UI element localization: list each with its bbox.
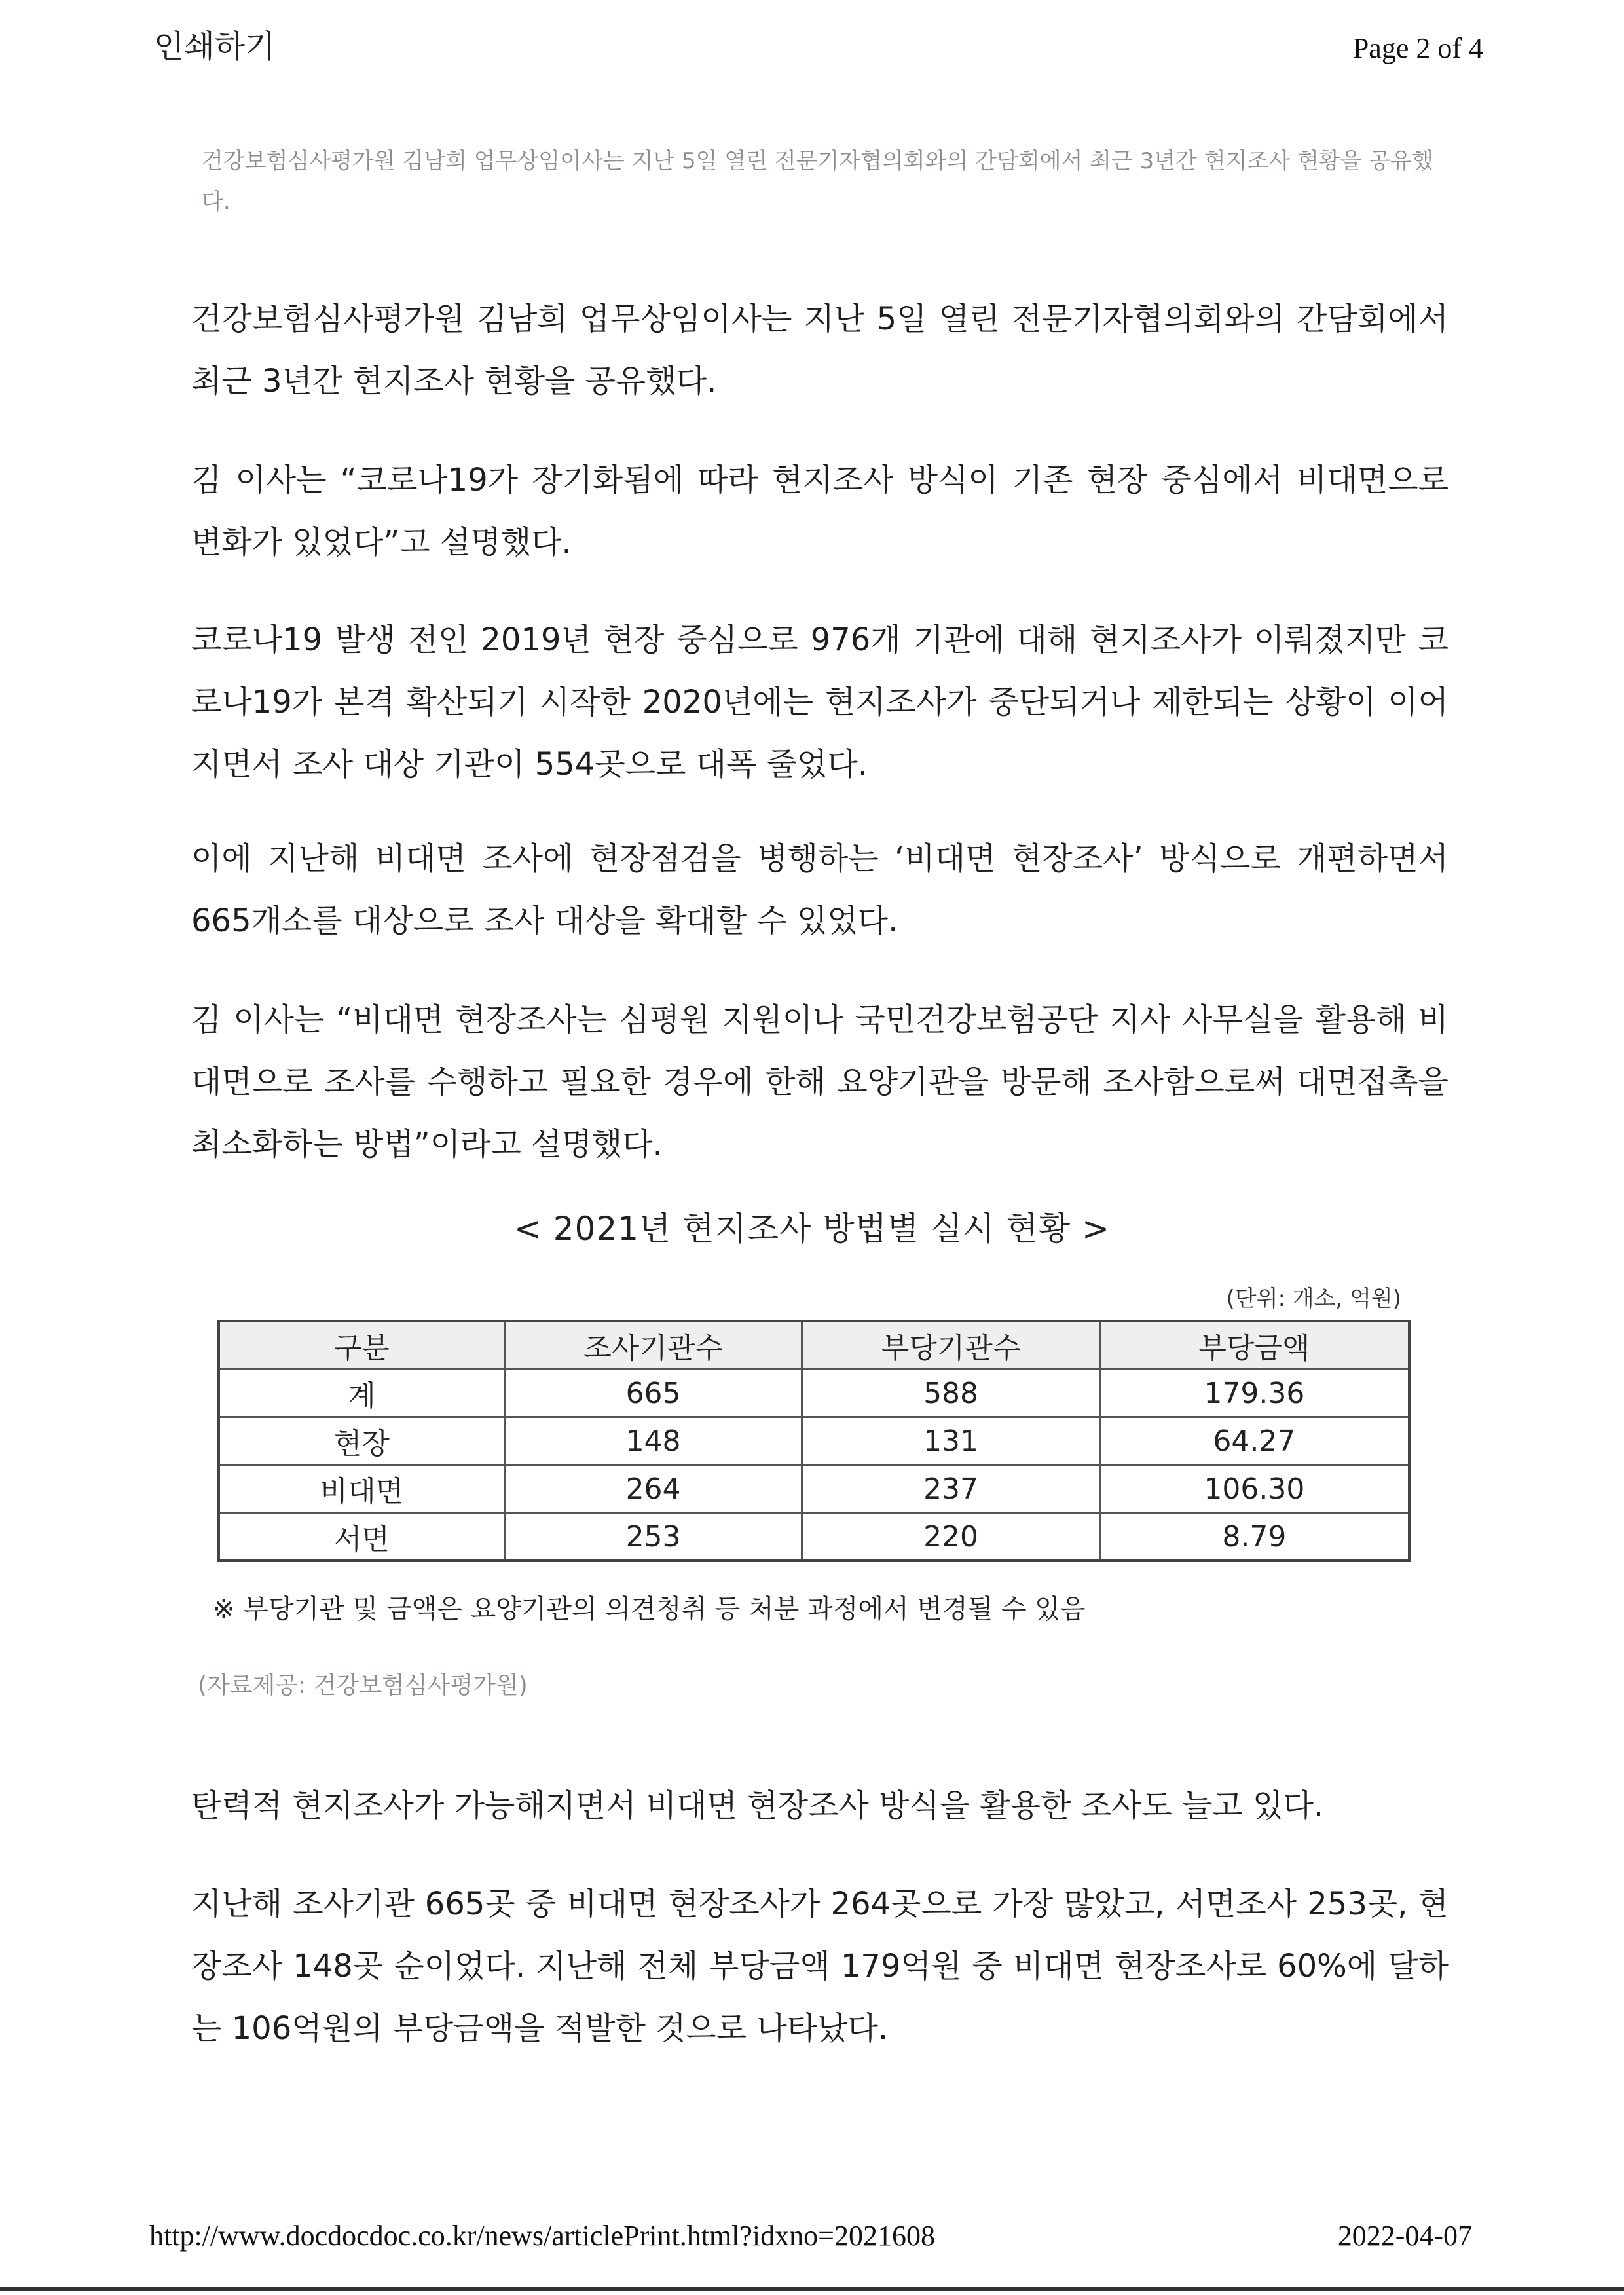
col-header: 구분: [219, 1321, 504, 1370]
paragraph-6: 탄력적 현지조사가 가능해지면서 비대면 현장조사 방식을 활용한 조사도 늘고 있다.: [191, 1787, 1324, 1824]
table-cell: 179.36: [1099, 1370, 1409, 1417]
print-link[interactable]: 인쇄하기: [154, 28, 276, 65]
table-cell: 220: [802, 1513, 1100, 1561]
table-cell: 588: [802, 1370, 1100, 1417]
table-header-row: [219, 1321, 1409, 1370]
table-cell: 64.27: [1099, 1417, 1409, 1465]
table-cell: 253: [504, 1513, 802, 1561]
col-header: 조사기관수: [504, 1321, 802, 1370]
print-date: 2022-04-07: [1337, 2220, 1472, 2252]
table-title: < 2021년 현지조사 방법별 실시 현황 >: [514, 1210, 1110, 1248]
table-cell: 계: [219, 1370, 504, 1417]
page-indicator: Page 2 of 4: [1352, 32, 1483, 64]
data-source: (자료제공: 건강보험심사평가원): [198, 1672, 528, 1699]
table-row: [219, 1417, 1409, 1465]
table-row: [219, 1370, 1409, 1417]
col-header: 부당기관수: [802, 1321, 1100, 1370]
paragraph-4: 이에 지난해 비대면 조사에 현장점검을 병행하는 ‘비대면 현장조사’ 방식으로 개편하면서 665개소를 대상으로 조사 대상을 확대할 수 있었다.: [191, 840, 1449, 939]
paragraph-1: 건강보험심사평가원 김남희 업무상임이사는 지난 5일 열린 전문기자협의회와의 간담회에서 최근 3년간 현지조사 현황을 공유했다.: [191, 301, 1449, 400]
table-cell: 237: [802, 1465, 1100, 1513]
table-cell: 131: [802, 1417, 1100, 1465]
table-cell: 264: [504, 1465, 802, 1513]
data-table: [217, 1320, 1411, 1562]
article-url[interactable]: http://www.docdocdoc.co.kr/news/articlePrint.html?idxno=2021608: [149, 2220, 935, 2252]
paragraph-5: 김 이사는 “비대면 현장조사는 심평원 지원이나 국민건강보험공단 지사 사무실을 활용해 비대면으로 조사를 수행하고 필요한 경우에 한해 요양기관을 방문해 조사함으로써 대면접촉을 최소화하는 방법”이라고 설명했다.: [191, 1001, 1449, 1163]
table-cell: 8.79: [1099, 1513, 1409, 1561]
table-cell: 106.30: [1099, 1465, 1409, 1513]
table-row: [219, 1465, 1409, 1513]
page-bottom-rule: [0, 2287, 1624, 2291]
col-header: 부당금액: [1099, 1321, 1409, 1370]
table-unit: (단위: 개소, 억원): [1226, 1286, 1401, 1312]
table-cell: 665: [504, 1370, 802, 1417]
photo-caption: 건강보험심사평가원 김남희 업무상임이사는 지난 5일 열린 전문기자협의회와의 간담회에서 최근 3년간 현지조사 현황을 공유했다.: [202, 148, 1433, 215]
paragraph-7: 지난해 조사기관 665곳 중 비대면 현장조사가 264곳으로 가장 많았고, 서면조사 253곳, 현장조사 148곳 순이었다. 지난해 전체 부당금액 179억원 중 비대면 현장조사로 60%에 달하는 106억원의 부당금액을 적발한 것으로 나타났다.: [191, 1886, 1449, 2047]
table-note: ※ 부당기관 및 금액은 요양기관의 의견청취 등 처분 과정에서 변경될 수 있음: [213, 1594, 1086, 1624]
paragraph-2: 김 이사는 “코로나19가 장기화됨에 따라 현지조사 방식이 기존 현장 중심에서 비대면으로 변화가 있었다”고 설명했다.: [191, 462, 1449, 561]
paragraph-3: 코로나19 발생 전인 2019년 현장 중심으로 976개 기관에 대해 현지조사가 이뤄졌지만 코로나19가 본격 확산되기 시작한 2020년에는 현지조사가 중단되거나 제한되는 상황이 이어지면서 조사 대상 기관이 554곳으로 대폭 줄었다.: [191, 622, 1449, 783]
table-cell: 서면: [219, 1513, 504, 1561]
table-cell: 비대면: [219, 1465, 504, 1513]
table-cell: 현장: [219, 1417, 504, 1465]
table-row: [219, 1513, 1409, 1561]
table-cell: 148: [504, 1417, 802, 1465]
